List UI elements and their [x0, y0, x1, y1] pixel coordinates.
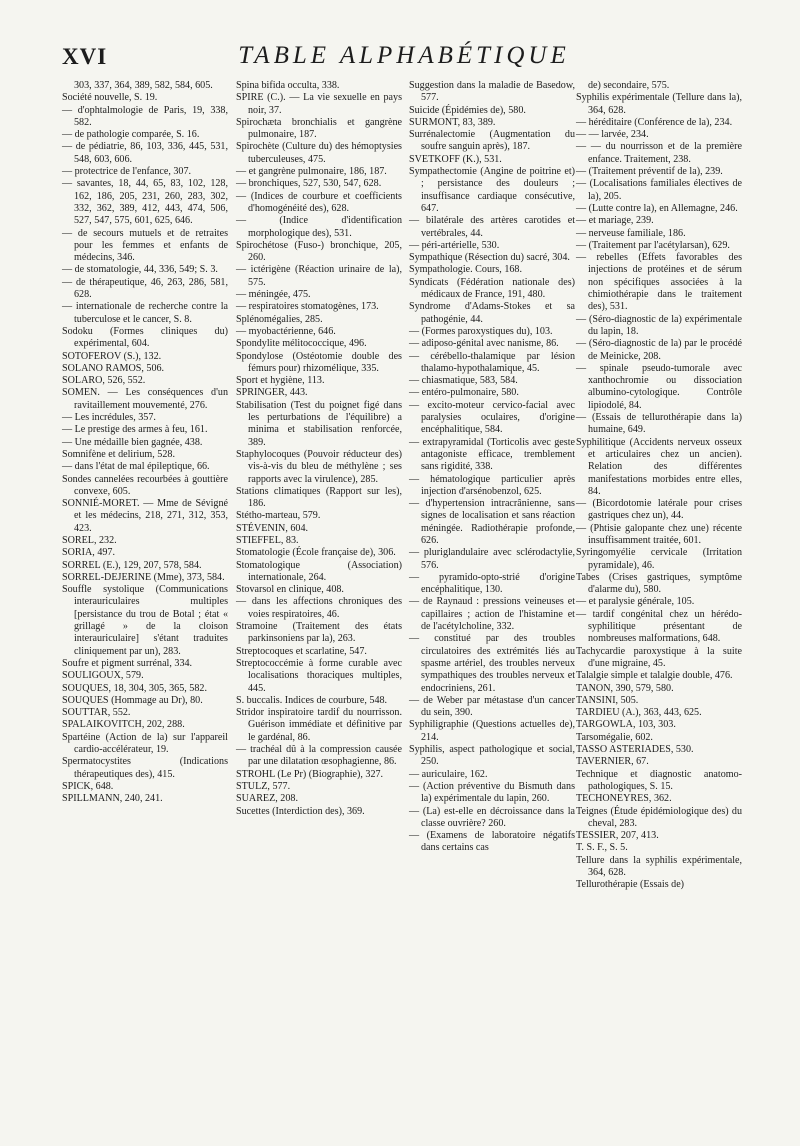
index-entry: Sympathologie. Cours, 168. — [409, 264, 522, 276]
index-entry: — de Weber par métastase d'un cancer du sein, 390. — [409, 694, 575, 719]
index-entry: — (Indice d'identification morphologique des), 531. — [236, 215, 402, 239]
index-entry: — Les incrédules, 357. — [62, 412, 156, 424]
index-entry: 303, 337, 364, 389, 582, 584, 605. — [74, 80, 213, 91]
index-entry: SOULIGOUX, 579. — [62, 670, 144, 682]
index-entry: Stridor inspiratoire tardif du nourrisson. Guérison immédiate et définitive par le gardénal, 86. — [236, 707, 402, 743]
index-entry: — — larvée, 234. — [576, 129, 649, 141]
index-entry: Sucettes (Interdiction des), 369. — [236, 805, 365, 817]
index-entry: Syringomyélie cervicale (Irritation pyramidale), 46. — [576, 547, 742, 571]
index-entry: TANSINI, 505. — [576, 694, 639, 706]
index-column-2 — [236, 80, 402, 818]
index-entry: — savantes, 18, 44, 65, 83, 102, 128, 162, 186, 205, 231, 260, 283, 302, 332, 362, 389, 412, 443, 474, 506, 527, 547, 575, 601, 625, 646. — [62, 178, 228, 227]
index-entry: — respiratoires stomatogènes, 173. — [236, 301, 379, 313]
index-entry: — extrapyramidal (Torticolis avec geste antagoniste efficace, tremblement sans rigidité, 338. — [409, 436, 575, 473]
index-entry: Staphylocoques (Pouvoir réducteur des) vis-à-vis du bleu de méthylène ; ses rapports avec la virulence), 285. — [236, 448, 402, 485]
index-entry: Tabes (Crises gastriques, symptôme d'alarme du), 580. — [576, 571, 742, 596]
index-entry: Surrénalectomie (Augmentation du soufre sanguin après), 187. — [409, 129, 575, 153]
index-entry: — chiasmatique, 583, 584. — [409, 375, 518, 387]
index-entry: Suicide (Épidémies de), 580. — [409, 104, 526, 116]
index-entry: T. S. F., S. 5. — [576, 842, 628, 854]
index-entry: — adiposo-génital avec nanisme, 86. — [409, 338, 559, 350]
index-entry: — Le prestige des armes à feu, 161. — [62, 424, 208, 436]
index-entry: Soufre et pigment surrénal, 334. — [62, 657, 193, 669]
index-entry: — de Raynaud : pressions veineuses et capillaires ; action de l'histamine et de l'acétylcholine, 332. — [409, 596, 575, 633]
index-entry: — ictérigène (Réaction urinaire de la), 575. — [236, 264, 402, 288]
index-entry: Stovarsol en clinique, 408. — [236, 584, 344, 596]
index-entry: Stétho-marteau, 579. — [236, 510, 321, 522]
page-header — [62, 38, 746, 78]
index-entry: S. buccalis. Indices de courbure, 548. — [236, 694, 388, 706]
index-entry: — pluriglandulaire avec sclérodactylie, 576. — [409, 547, 575, 571]
index-entry: — tardif congénital chez un hérédo-syphilitique présentant de nombreuses malformations, 648. — [576, 608, 742, 645]
index-entry: SPILLMANN, 240, 241. — [62, 793, 163, 805]
index-entry: SOUQUES (Hommage au Dr), 80. — [62, 694, 203, 706]
index-entry: SORREL-DEJERINE (Mme), 373, 584. — [62, 571, 225, 583]
index-column-4 — [576, 80, 742, 892]
index-entry: — d'ophtalmologie de Paris, 19, 338, 582. — [62, 104, 228, 128]
index-entry: — héréditaire (Conférence de la), 234. — [576, 116, 733, 128]
index-entry: Syphilis, aspect pathologique et social, 250. — [409, 744, 575, 768]
index-entry: Streptococcémie à forme curable avec localisations thoraciques multiples, 445. — [236, 657, 402, 694]
index-entry: — (Localisations familiales électives de la), 205. — [576, 178, 742, 202]
index-entry: — (Lutte contre la), en Allemagne, 246. — [576, 202, 738, 214]
index-entry: — Une médaille bien gagnée, 438. — [62, 436, 203, 448]
index-entry: — péri-artérielle, 530. — [409, 239, 500, 251]
index-entry: — (Séro-diagnostic de la) par le procédé de Meinicke, 208. — [576, 338, 742, 362]
index-entry: Spondylite mélitococcique, 496. — [236, 338, 367, 350]
index-entry: Spirochétose (Fuso-) bronchique, 205, 260. — [236, 239, 402, 264]
index-entry: Sympathique (Résection du) sacré, 304. — [409, 252, 570, 264]
index-entry: — de stomatologie, 44, 336, 549; S. 3. — [62, 264, 218, 276]
index-entry: Spartéine (Action de la) sur l'appareil cardio-accélérateur, 19. — [62, 731, 228, 756]
index-entry: Société nouvelle, S. 19. — [62, 92, 158, 104]
index-entry: TARGOWLA, 103, 303. — [576, 719, 676, 731]
index-entry: SOUQUES, 18, 304, 305, 365, 582. — [62, 682, 207, 694]
index-entry: Syndrome d'Adams-Stokes et sa pathogénie, 44. — [409, 301, 575, 325]
index-entry: — hématologique particulier après injection d'arsénobenzol, 625. — [409, 473, 575, 497]
index-entry: Syndicats (Fédération nationale des) médicaux de France, 191, 480. — [409, 276, 575, 301]
index-entry: Somnifène et delirium, 528. — [62, 448, 175, 460]
index-entry: — (Séro-diagnostic de la) expérimentale du lapin, 18. — [576, 313, 742, 337]
index-entry: — auriculaire, 162. — [409, 768, 488, 780]
index-entry: TAVERNIER, 67. — [576, 756, 649, 768]
index-entry: SURMONT, 83, 389. — [409, 116, 496, 128]
index-entry: Stomatologie (École française de), 306. — [236, 547, 396, 559]
index-entry: SORREL (E.), 129, 207, 578, 584. — [62, 559, 202, 571]
index-entry: — de thérapeutique, 46, 263, 286, 581, 628. — [62, 276, 228, 301]
index-entry: TANON, 390, 579, 580. — [576, 682, 674, 694]
index-entry: Tarsomégalie, 602. — [576, 731, 653, 743]
index-entry: Tachycardie paroxystique à la suite d'une migraine, 45. — [576, 645, 742, 669]
index-entry: — (Action préventive du Bismuth dans la) expérimentale du lapin, 260. — [409, 780, 575, 805]
index-entry: SOUTTAR, 552. — [62, 707, 131, 719]
index-entry: — et paralysie générale, 105. — [576, 596, 695, 608]
index-entry: STÉVENIN, 604. — [236, 522, 309, 534]
index-entry: — trachéal dû à la compression causée par une dilatation œsophagienne, 86. — [236, 744, 402, 768]
index-entry: Souffle systolique (Communications interauriculaires multiples [persistance du trou de Botal ; état « grillagé » de la cloison interauriculaire] s'étant traduites cliniquement par un), 283. — [62, 584, 228, 657]
index-entry: TESSIER, 207, 413. — [576, 830, 659, 842]
index-entry: Stations climatiques (Rapport sur les), 186. — [236, 485, 402, 510]
index-entry: de) secondaire, 575. — [588, 80, 670, 91]
index-entry: SPIRE (C.). — La vie sexuelle en pays noir, 37. — [236, 92, 402, 116]
index-entry: SVETKOFF (K.), 531. — [409, 153, 502, 165]
index-entry: Tellure dans la syphilis expérimentale, 364, 628. — [576, 854, 742, 878]
index-entry: — myobactérienne, 646. — [236, 325, 336, 337]
index-entry: SPRINGER, 443. — [236, 387, 308, 399]
index-entry: Technique et diagnostic anatomo-pathologiques, S. 15. — [576, 768, 742, 792]
index-entry: SUAREZ, 208. — [236, 793, 298, 805]
index-entry: STULZ, 577. — [236, 780, 291, 792]
index-entry: — (Examens de laboratoire négatifs dans certains cas — [409, 830, 575, 854]
page-title: TABLE ALPHABÉTIQUE — [238, 42, 570, 69]
index-entry: Stomatologique (Association) internationale, 264. — [236, 559, 402, 583]
index-entry: SPALAIKOVITCH, 202, 288. — [62, 719, 185, 731]
index-entry: Stramoine (Traitement des états parkinsoniens par la), 263. — [236, 621, 402, 645]
index-entry: TASSO ASTERIADES, 530. — [576, 744, 694, 756]
index-entry: SOMEN. — Les conséquences d'un ravitaillement mouvementé, 276. — [62, 387, 228, 411]
index-entry: Tellurothérapie (Essais de) — [576, 879, 685, 891]
index-entry: — dans les affections chroniques des voies respiratoires, 46. — [236, 596, 402, 620]
index-entry: — (Traitement préventif de la), 239. — [576, 166, 723, 178]
index-column-1 — [62, 80, 228, 806]
index-entry: Syphiligraphie (Questions actuelles de), 214. — [409, 719, 575, 743]
index-entry: Spina bifida occulta, 338. — [236, 80, 340, 91]
index-entry: STIEFFEL, 83. — [236, 534, 299, 546]
index-entry: — (Phtisie galopante chez une) récente insuffisamment traitée, 601. — [576, 522, 742, 546]
index-entry: Syphilitique (Accidents nerveux osseux et articulaires chez un ancien). Relation des différentes manifestations morbides entre elles, 84. — [576, 436, 742, 497]
index-entry: — constitué par des troubles circulatoires des extrémités liés au spasme artériel, des troubles nerveux sympathiques des troubles nerveux et endocriniens, 261. — [409, 633, 575, 694]
index-entry: Sport et hygiène, 113. — [236, 375, 325, 387]
index-entry: — — du nourrisson et de la première enfance. Traitement, 238. — [576, 141, 742, 165]
index-entry: — et mariage, 239. — [576, 215, 654, 227]
index-entry: TECHONEYRES, 362. — [576, 793, 672, 805]
index-entry: — (Traitement par l'acétylarsan), 629. — [576, 239, 730, 251]
index-entry: Streptocoques et scarlatine, 547. — [236, 645, 367, 657]
index-entry: — (Formes paroxystiques du), 103. — [409, 325, 553, 337]
index-entry: — protectrice de l'enfance, 307. — [62, 166, 192, 178]
index-entry: Spirochæta bronchialis et gangrène pulmonaire, 187. — [236, 116, 402, 141]
index-entry: — (Bicordotomie latérale pour crises gastriques chez un), 44. — [576, 498, 742, 522]
index-entry: — spinale pseudo-tumorale avec xanthochromie ou dissociation albumino-cytologique. Contrôle lipiodolé, 84. — [576, 362, 742, 411]
index-entry: — bronchiques, 527, 530, 547, 628. — [236, 178, 382, 190]
index-entry: — cérébello-thalamique par lésion thalamo-hypothalamique, 45. — [409, 350, 575, 374]
index-entry: — (La) est-elle en décroissance dans la classe ouvrière? 260. — [409, 805, 575, 829]
index-entry: TARDIEU (A.), 363, 443, 625. — [576, 707, 702, 719]
index-entry: — (Indices de courbure et coefficients d'homogénéité des), 628. — [236, 190, 402, 214]
index-entry: Spirochète (Culture du) des hémoptysies tuberculeuses, 475. — [236, 141, 402, 165]
index-entry: SOLARO, 526, 552. — [62, 375, 146, 387]
index-entry: SPICK, 648. — [62, 780, 114, 792]
index-column-3 — [409, 80, 575, 855]
index-entry: Sodoku (Formes cliniques du) expérimental, 604. — [62, 325, 228, 350]
index-entry: Spermatocystites (Indications thérapeutiques des), 415. — [62, 756, 228, 780]
index-entry: Suggestion dans la maladie de Basedow, 577. — [409, 80, 575, 104]
index-entry: — de secours mutuels et de retraites pour les femmes et enfants de médecins, 346. — [62, 227, 228, 264]
index-entry: — de pédiatrie, 86, 103, 336, 445, 531, 548, 603, 606. — [62, 141, 228, 165]
index-entry: SOLANO RAMOS, 506. — [62, 362, 165, 374]
index-entry: SORIA, 497. — [62, 547, 115, 559]
index-entry: Splénomégalies, 285. — [236, 313, 323, 325]
index-entry: — excito-moteur cervico-facial avec paralysies oculaires, d'origine encéphalitique, 584. — [409, 399, 575, 436]
index-entry: — nerveuse familiale, 186. — [576, 227, 686, 239]
index-entry: — dans l'état de mal épileptique, 66. — [62, 461, 210, 473]
index-entry: SONNIÉ-MORET. — Mme de Sévigné et les médecins, 218, 271, 312, 353, 423. — [62, 498, 228, 534]
index-entry: — internationale de recherche contre la tuberculose et le cancer, S. 8. — [62, 301, 228, 325]
index-entry: — entéro-pulmonaire, 580. — [409, 387, 519, 399]
index-entry: Syphilis expérimentale (Tellure dans la), 364, 628. — [576, 92, 742, 116]
index-entry: — méningée, 475. — [236, 289, 311, 301]
page-number: XVI — [62, 44, 108, 69]
index-entry: Talalgie simple et talalgie double, 476. — [576, 670, 733, 682]
index-entry: Teignes (Étude épidémiologique des) du cheval, 283. — [576, 805, 742, 829]
index-entry: STROHL (Le Pr) (Biographie), 327. — [236, 768, 384, 780]
index-entry: Spondylose (Ostéotomie double des fémurs pour) rhizomélique, 335. — [236, 350, 402, 374]
index-entry: — d'hypertension intracrânienne, sans signes de localisation et sans réaction méningée. Radiothérapie profonde, 626. — [409, 498, 575, 546]
index-entry: — pyramido-opto-strié d'origine encéphalitique, 130. — [409, 571, 575, 596]
index-entry: Sondes cannelées recourbées à gouttière convexe, 605. — [62, 473, 228, 497]
index-entry: SOREL, 232. — [62, 534, 117, 546]
index-entry: Stabilisation (Test du poignet figé dans les perturbations de l'équilibre) a minima et stabilisation renforcée, 389. — [236, 399, 402, 448]
index-entry: — rebelles (Effets favorables des injections de protéines et de sérum non spécifiques associées à la chimiothérapie dans le traitement des), 531. — [576, 252, 742, 313]
index-entry: Sympathectomie (Angine de poitrine et) ; persistance des douleurs ; insuffisance cardiaque consécutive, 647. — [409, 166, 575, 214]
index-entry: — bilatérale des artères carotides et vertébrales, 44. — [409, 215, 575, 239]
index-entry: — (Essais de tellurothérapie dans la) humaine, 649. — [576, 412, 742, 436]
index-entry: — et gangrène pulmonaire, 186, 187. — [236, 166, 387, 178]
index-entry: SOTOFEROV (S.), 132. — [62, 350, 162, 362]
index-entry: — de pathologie comparée, S. 16. — [62, 129, 200, 141]
